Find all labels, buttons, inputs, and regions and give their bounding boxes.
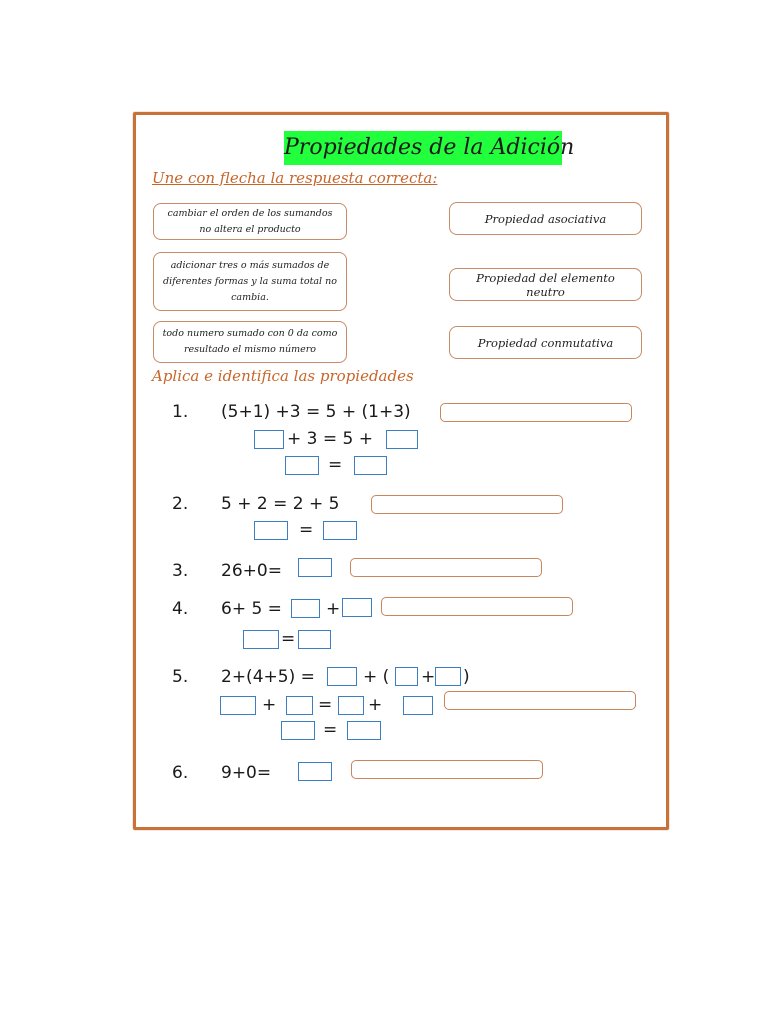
exercise-1-blank-4[interactable]: [354, 456, 387, 475]
exercise-4-answer-field[interactable]: [381, 597, 573, 616]
exercise-1-blank-2[interactable]: [386, 430, 418, 449]
exercise-4-line2: =: [281, 629, 296, 649]
exercise-1-blank-3[interactable]: [285, 456, 319, 475]
exercise-5-blank-8[interactable]: [281, 721, 315, 740]
exercise-1-number: 1.: [172, 402, 189, 422]
section2-heading: Aplica e identifica las propiedades: [152, 367, 414, 385]
exercise-5-blank-5[interactable]: [286, 696, 313, 715]
exercise-4-blank-4[interactable]: [298, 630, 331, 649]
exercise-1-line3: =: [328, 455, 343, 475]
exercise-5-plus: +: [421, 667, 436, 687]
exercise-3-number: 3.: [172, 561, 189, 581]
exercise-5-close-paren: ): [463, 667, 470, 687]
exercise-2-equation: 5 + 2 = 2 + 5: [221, 494, 340, 514]
exercise-5-line2-plus: +: [262, 695, 277, 715]
exercise-3-blank-1[interactable]: [298, 558, 332, 577]
exercise-5-blank-3[interactable]: [435, 667, 461, 686]
exercise-2-line2: =: [299, 520, 314, 540]
exercise-4-number: 4.: [172, 599, 189, 619]
exercise-5-line2-equals: =: [318, 695, 333, 715]
exercise-6-answer-field[interactable]: [351, 760, 543, 779]
exercise-2-blank-1[interactable]: [254, 521, 288, 540]
exercise-1-equation: (5+1) +3 = 5 + (1+3): [221, 402, 411, 422]
match-left-item-2[interactable]: adicionar tres o más sumados de diferentes formas y la suma total no cambia.: [153, 252, 347, 311]
exercise-5-answer-field[interactable]: [444, 691, 636, 710]
exercise-5-number: 5.: [172, 667, 189, 687]
exercise-5-blank-2[interactable]: [395, 667, 418, 686]
page-title: Propiedades de la Adición: [284, 131, 562, 165]
match-right-item-3[interactable]: Propiedad conmutativa: [449, 326, 642, 359]
exercise-4-blank-3[interactable]: [243, 630, 279, 649]
exercise-1-line2: + 3 = 5 +: [287, 429, 373, 449]
exercise-2-number: 2.: [172, 494, 189, 514]
exercise-4-equation: 6+ 5 =: [221, 599, 282, 619]
exercise-2-answer-field[interactable]: [371, 495, 563, 514]
exercise-5-equation: 2+(4+5) =: [221, 667, 315, 687]
exercise-4-plus: +: [326, 599, 341, 619]
exercise-4-blank-2[interactable]: [342, 598, 372, 617]
match-right-item-2[interactable]: Propiedad del elemento neutro: [449, 268, 642, 301]
exercise-5-blank-6[interactable]: [338, 696, 364, 715]
exercise-6-equation: 9+0=: [221, 763, 272, 783]
exercise-3-equation: 26+0=: [221, 561, 282, 581]
exercise-4-blank-1[interactable]: [291, 599, 320, 618]
exercise-5-plus-paren: + (: [363, 667, 390, 687]
match-left-item-1[interactable]: cambiar el orden de los sumandos no altera el producto: [153, 203, 347, 240]
match-left-item-3[interactable]: todo numero sumado con 0 da como resultado el mismo número: [153, 321, 347, 363]
exercise-1-blank-1[interactable]: [254, 430, 284, 449]
exercise-5-blank-9[interactable]: [347, 721, 381, 740]
exercise-5-blank-4[interactable]: [220, 696, 256, 715]
exercise-1-answer-field[interactable]: [440, 403, 632, 422]
section1-heading: Une con flecha la respuesta correcta:: [152, 169, 438, 187]
exercise-2-blank-2[interactable]: [323, 521, 357, 540]
exercise-5-line2-plus2: +: [368, 695, 383, 715]
exercise-6-blank-1[interactable]: [298, 762, 332, 781]
exercise-5-line3-equals: =: [323, 720, 338, 740]
match-right-item-1[interactable]: Propiedad asociativa: [449, 202, 642, 235]
exercise-5-blank-1[interactable]: [327, 667, 357, 686]
exercise-6-number: 6.: [172, 763, 189, 783]
exercise-5-blank-7[interactable]: [403, 696, 433, 715]
exercise-3-answer-field[interactable]: [350, 558, 542, 577]
